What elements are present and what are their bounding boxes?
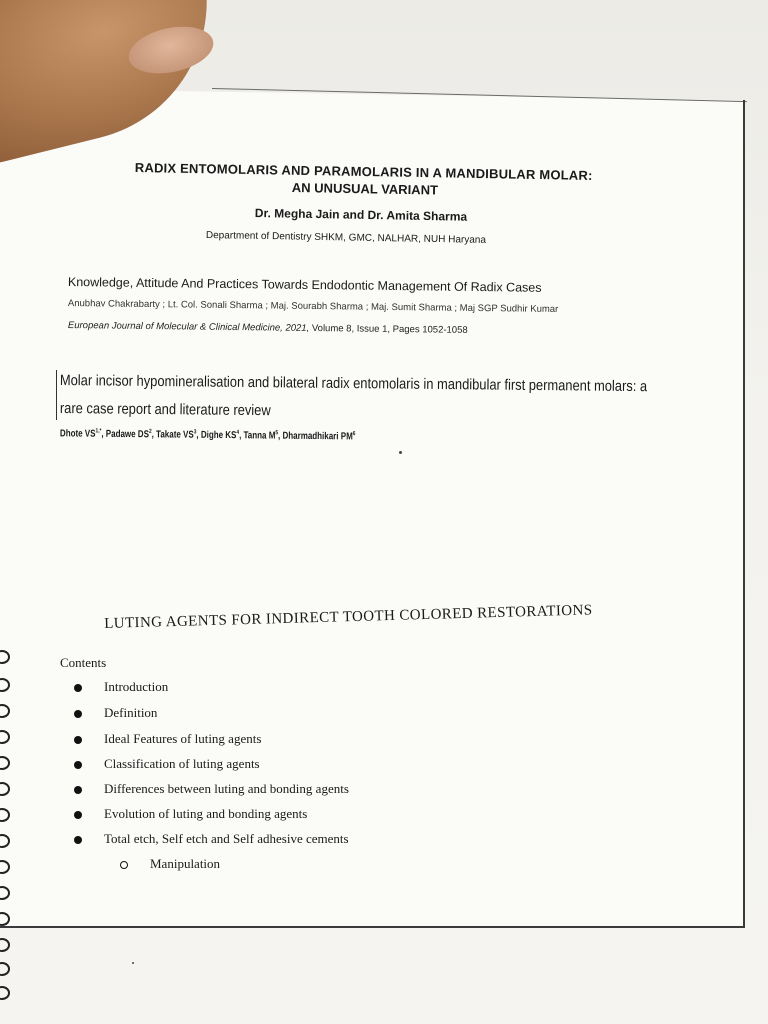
bullet-icon: [74, 684, 82, 692]
journal-details: Volume 8, Issue 1, Pages 1052-1058: [309, 322, 468, 336]
contents-item: [74, 781, 349, 797]
bullet-icon: [74, 836, 82, 844]
contents-item: [74, 756, 260, 772]
sheet-edge-bottom: [0, 926, 745, 928]
article2-authors: Anubhav Chakrabarty ; Lt. Col. Sonali Sharma ; Maj. Sourabh Sharma ; Maj. Sumit Sharma ; Maj SGP Sudhir Kumar: [67, 298, 559, 315]
journal-name: European Journal of Molecular & Clinical Medicine, 2021,: [67, 320, 310, 334]
author-name: Tanna M: [243, 430, 276, 442]
bullet-icon: [74, 786, 82, 794]
author-name: Takate VS: [156, 429, 194, 441]
author-name: Dharmadhikari PM: [282, 430, 353, 443]
article3-margin-bar: [56, 370, 57, 420]
contents-item: [74, 731, 261, 747]
article1-title-line1: RADIX ENTOMOLARIS AND PARAMOLARIS IN A MANDIBULAR MOLAR:: [134, 160, 593, 183]
contents-item: [74, 679, 168, 695]
bullet-icon: [74, 811, 82, 819]
contents-item-label: Classification of luting agents: [104, 756, 260, 771]
author-name: Padawe DS: [105, 428, 150, 441]
contents-item-label: Definition: [104, 705, 158, 720]
speck: [399, 451, 402, 454]
contents-sub-item-label: Manipulation: [150, 856, 221, 871]
contents-item-label: Evolution of luting and bonding agents: [104, 806, 308, 821]
contents-item-label: Ideal Features of luting agents: [104, 731, 262, 746]
article3-authors: Dhote $VS^{1,*}$, Padawe $DS^2$, Takate $VS^3$, Dighe $KS^4$, Tanna $M^5$, Dharmadhikari $PM^6$: [59, 428, 356, 443]
contents-item: [74, 831, 349, 847]
author-affiliation: 3: [193, 429, 197, 436]
author-affiliation: 6: [352, 431, 356, 438]
contents-item: [74, 806, 307, 822]
author-name: Dhote VS: [59, 428, 96, 440]
contents-item-label: Differences between luting and bonding agents: [104, 781, 349, 796]
bullet-icon: [74, 736, 82, 744]
contents-item-label: Introduction: [104, 679, 169, 694]
article3-title-line1: Molar incisor hypomineralisation and bilateral radix entomolaris in mandibular first permanent molars: a: [59, 372, 648, 396]
contents-item: [74, 705, 157, 721]
bullet-icon: [74, 761, 82, 769]
article1-authors: Dr. Megha Jain and Dr. Amita Sharma: [254, 206, 468, 224]
author-name: Dighe KS: [200, 429, 237, 442]
author-affiliation: 1,*: [95, 428, 102, 435]
author-affiliation: 4: [236, 429, 240, 436]
article3-title-line2: rare case report and literature review: [59, 400, 271, 420]
speck: [132, 962, 134, 964]
sheet-edge-right: [743, 100, 745, 926]
article1-title-line2: AN UNUSUAL VARIANT: [291, 180, 439, 198]
luting-heading: LUTING AGENTS FOR INDIRECT TOOTH COLORED RESTORATIONS: [104, 602, 593, 632]
contents-sub-item: [120, 856, 220, 872]
contents-label: Contents: [60, 655, 107, 670]
bullet-icon: [74, 710, 82, 718]
author-affiliation: 5: [275, 430, 279, 437]
article2-title: Knowledge, Attitude And Practices Towards Endodontic Management Of Radix Cases: [67, 275, 542, 295]
contents-item-label: Total etch, Self etch and Self adhesive cements: [104, 831, 349, 846]
author-affiliation: 2: [148, 428, 152, 435]
ring-bullet-icon: [120, 861, 128, 869]
article1-department: Department of Dentistry SHKM, GMC, NALHAR, NUH Haryana: [205, 230, 487, 246]
